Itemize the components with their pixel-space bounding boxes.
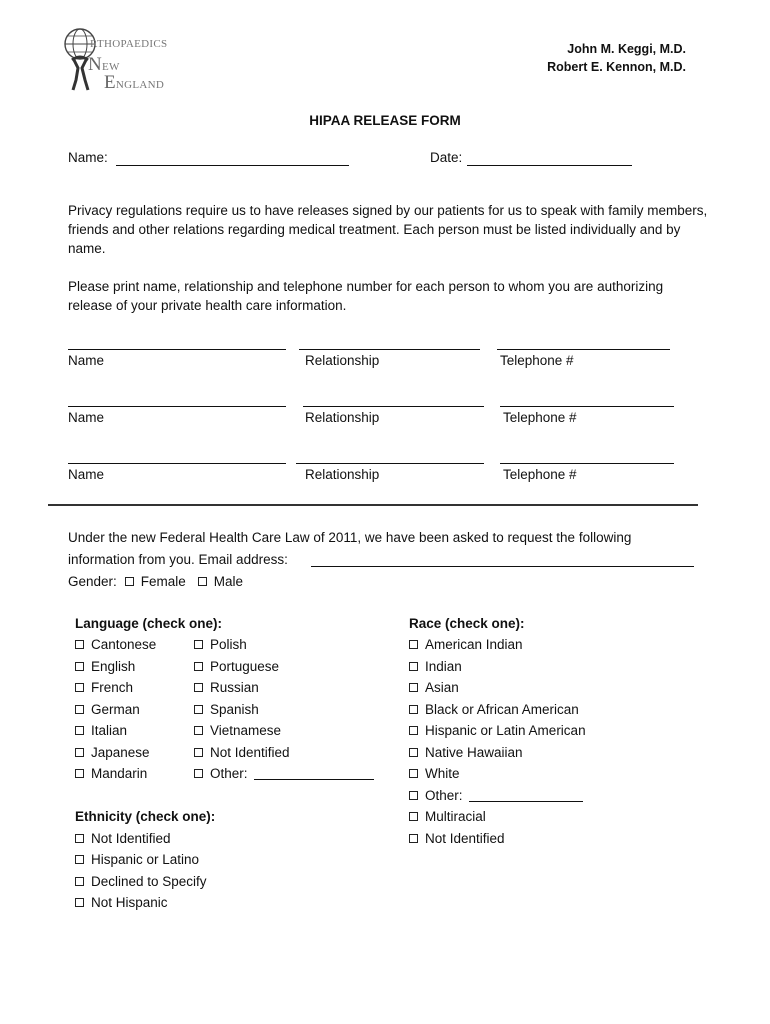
contact-name-label: Name <box>68 353 105 368</box>
option-label: Italian <box>91 723 128 738</box>
contact-telephone-label: Telephone # <box>500 353 574 368</box>
option-label: Not Identified <box>91 831 171 846</box>
checkbox[interactable] <box>409 662 418 671</box>
contact-name-field-3[interactable] <box>68 463 286 464</box>
privacy-paragraph: Privacy regulations require us to have releases signed by our patients for us to speak with family members, friends and other relations regarding medical treatment. Each person must be listed individually and by name. <box>68 203 708 256</box>
checkbox[interactable] <box>75 769 84 778</box>
contact-name-label: Name <box>68 410 105 425</box>
checkbox[interactable] <box>409 683 418 692</box>
option-label: American Indian <box>425 637 523 652</box>
contact-name-field-2[interactable] <box>68 406 286 407</box>
language-option[interactable] <box>194 702 259 717</box>
language-option[interactable] <box>194 637 247 652</box>
checkbox[interactable] <box>75 662 84 671</box>
contact-relationship-label: Relationship <box>305 353 380 368</box>
option-label: Declined to Specify <box>91 874 207 889</box>
date-label: Date: <box>430 150 463 165</box>
option-label: Polish <box>210 637 247 652</box>
checkbox[interactable] <box>194 769 203 778</box>
language-option[interactable] <box>75 637 156 652</box>
checkbox[interactable] <box>194 726 203 735</box>
option-label: Not Hispanic <box>91 895 168 910</box>
option-label: Vietnamese <box>210 723 282 738</box>
race-option-other[interactable] <box>409 788 583 803</box>
option-label: Indian <box>425 659 462 674</box>
race-option[interactable] <box>409 702 579 717</box>
checkbox[interactable] <box>75 705 84 714</box>
option-label: German <box>91 702 140 717</box>
instructions-paragraph: Please print name, relationship and telephone number for each person to whom you are authorizing release of your private health care information. <box>68 279 664 313</box>
name-label: Name: <box>68 150 108 165</box>
option-label: Multiracial <box>425 809 486 824</box>
checkbox[interactable] <box>75 748 84 757</box>
name-field[interactable] <box>116 165 349 166</box>
contact-name-label: Name <box>68 467 105 482</box>
gender-checkbox-female[interactable] <box>125 577 134 586</box>
doctor-names <box>547 40 686 76</box>
option-label: Spanish <box>210 702 259 717</box>
checkbox[interactable] <box>75 855 84 864</box>
race-option[interactable] <box>409 659 462 674</box>
race-option[interactable] <box>409 723 586 738</box>
checkbox[interactable] <box>194 683 203 692</box>
race-other-field[interactable] <box>469 789 583 802</box>
language-option[interactable] <box>194 680 259 695</box>
option-label: Mandarin <box>91 766 148 781</box>
race-header: Race (check one): <box>409 616 525 631</box>
option-label: Cantonese <box>91 637 157 652</box>
option-label: Russian <box>210 680 259 695</box>
ethnicity-option[interactable] <box>75 831 171 846</box>
checkbox[interactable] <box>75 726 84 735</box>
checkbox[interactable] <box>194 640 203 649</box>
option-label: English <box>91 659 136 674</box>
contact-telephone-field-1[interactable] <box>497 349 670 350</box>
logo-text-line2: NEW <box>88 54 120 75</box>
checkbox[interactable] <box>75 834 84 843</box>
language-option[interactable] <box>75 766 147 781</box>
language-option[interactable] <box>75 680 133 695</box>
gender-checkbox-male[interactable] <box>198 577 207 586</box>
race-option[interactable] <box>409 745 523 760</box>
language-option[interactable] <box>75 723 127 738</box>
checkbox[interactable] <box>75 898 84 907</box>
ethnicity-option[interactable] <box>75 874 207 889</box>
checkbox[interactable] <box>409 769 418 778</box>
language-option[interactable] <box>75 745 150 760</box>
ethnicity-option[interactable] <box>75 895 168 910</box>
contact-name-field-1[interactable] <box>68 349 286 350</box>
option-label: Not Identified <box>210 745 290 760</box>
race-option[interactable] <box>409 680 459 695</box>
contact-relationship-field-2[interactable] <box>303 406 484 407</box>
race-option[interactable] <box>409 637 523 652</box>
checkbox[interactable] <box>194 662 203 671</box>
race-option[interactable] <box>409 766 460 781</box>
contact-telephone-label: Telephone # <box>503 467 577 482</box>
checkbox[interactable] <box>409 705 418 714</box>
language-option[interactable] <box>75 702 140 717</box>
option-label: Other: <box>210 766 248 781</box>
checkbox[interactable] <box>409 726 418 735</box>
doctor-name-1: John M. Keggi, M.D. <box>567 42 686 56</box>
contact-relationship-label: Relationship <box>305 410 380 425</box>
language-header: Language (check one): <box>75 616 223 631</box>
gender-row <box>68 574 243 589</box>
date-field[interactable] <box>467 165 632 166</box>
checkbox[interactable] <box>409 834 418 843</box>
checkbox[interactable] <box>75 877 84 886</box>
orthopaedics-logo <box>60 24 190 96</box>
option-label: Hispanic or Latino <box>91 852 200 867</box>
ethnicity-option[interactable] <box>75 852 199 867</box>
option-label: Asian <box>425 680 459 695</box>
contact-relationship-label: Relationship <box>305 467 380 482</box>
contact-relationship-field-3[interactable] <box>296 463 484 464</box>
race-option[interactable] <box>409 831 505 846</box>
federal-law-text: Under the new Federal Health Care Law of 2011, we have been asked to request the following <box>68 530 632 545</box>
option-label: Other: <box>425 788 463 803</box>
checkbox[interactable] <box>75 683 84 692</box>
ethnicity-header: Ethnicity (check one): <box>75 809 216 824</box>
option-label: White <box>425 766 460 781</box>
logo-text-line3: ENGLAND <box>104 72 165 93</box>
checkbox[interactable] <box>409 812 418 821</box>
email-label: information from you. Email address: <box>68 552 288 567</box>
option-label: Native Hawaiian <box>425 745 523 760</box>
gender-option-male: Male <box>213 574 244 589</box>
section-divider <box>48 504 698 506</box>
language-option[interactable] <box>194 723 281 738</box>
option-label: Not Identified <box>425 831 505 846</box>
contact-telephone-field-3[interactable] <box>500 463 674 464</box>
checkbox[interactable] <box>409 791 418 800</box>
checkbox[interactable] <box>194 705 203 714</box>
gender-label: Gender: <box>68 574 117 589</box>
form-title: HIPAA RELEASE FORM <box>309 113 461 128</box>
checkbox[interactable] <box>75 640 84 649</box>
option-label: Black or African American <box>425 702 579 717</box>
language-other-field[interactable] <box>254 767 374 780</box>
checkbox[interactable] <box>194 748 203 757</box>
doctor-name-2: Robert E. Kennon, M.D. <box>547 60 686 74</box>
email-field[interactable] <box>311 566 694 567</box>
option-label: Portuguese <box>210 659 280 674</box>
option-label: Japanese <box>91 745 150 760</box>
option-label: French <box>91 680 134 695</box>
contact-telephone-label: Telephone # <box>503 410 577 425</box>
contact-relationship-field-1[interactable] <box>299 349 480 350</box>
checkbox[interactable] <box>409 640 418 649</box>
race-option[interactable] <box>409 809 486 824</box>
checkbox[interactable] <box>409 748 418 757</box>
logo-text-line1: RTHOPAEDICS <box>90 38 168 50</box>
language-option-other[interactable] <box>194 766 374 781</box>
option-label: Hispanic or Latin American <box>425 723 586 738</box>
language-option[interactable] <box>75 659 135 674</box>
language-option[interactable] <box>194 659 279 674</box>
contact-telephone-field-2[interactable] <box>500 406 674 407</box>
language-option[interactable] <box>194 745 290 760</box>
gender-option-female: Female <box>140 574 186 589</box>
